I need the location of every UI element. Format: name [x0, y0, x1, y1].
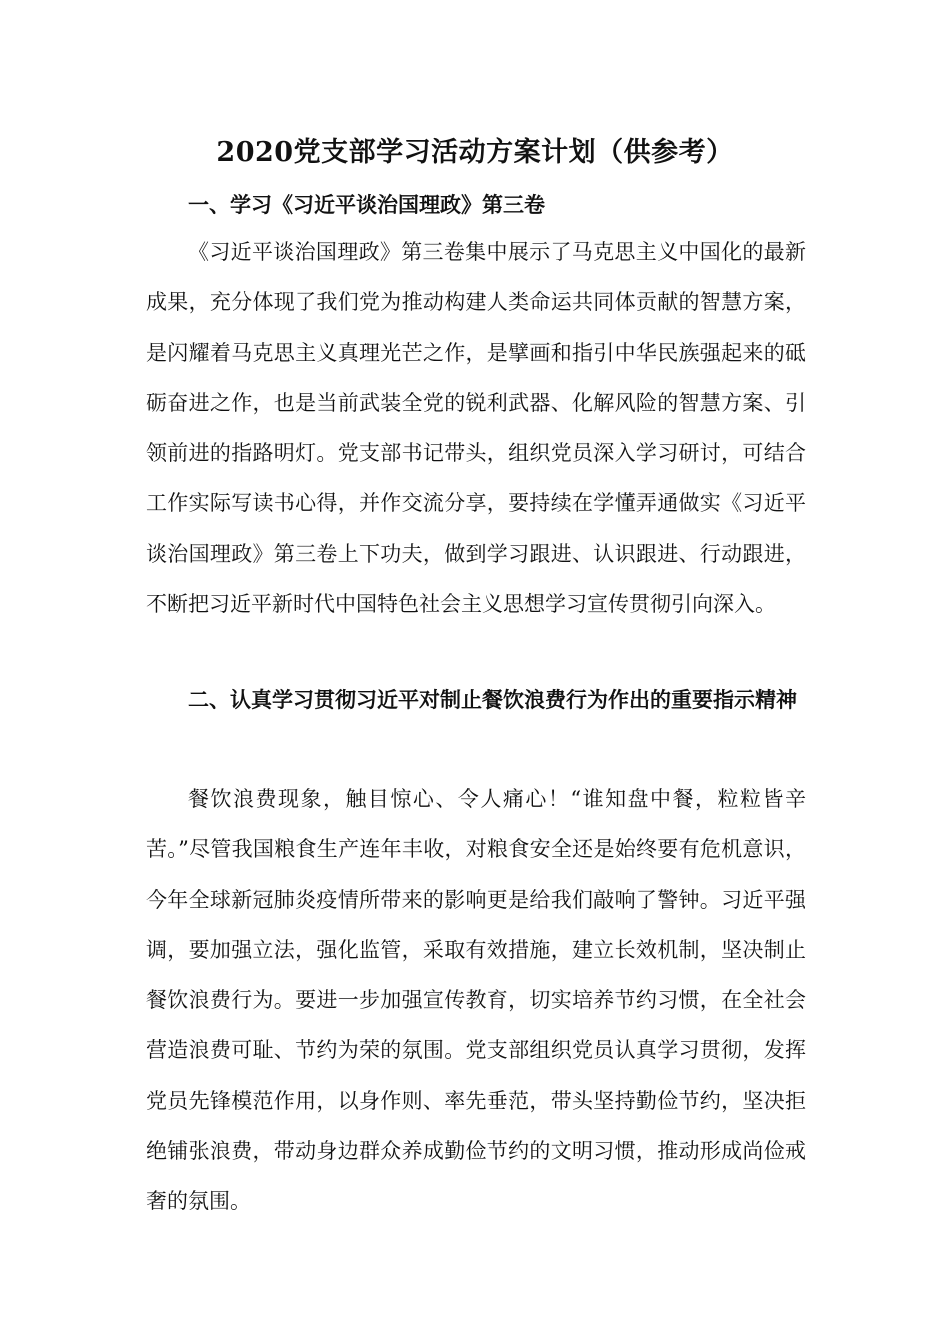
section-2-body: 餐饮浪费现象，触目惊心、令人痛心！“谁知盘中餐，粒粒皆辛苦。”尽管我国粮食生产连年丰收，对粮食安全还是始终要有危机意识，今年全球新冠肺炎疫情所带来的影响更是给我们敲响了警钟。习近平强调，要加强立法，强化监管，采取有效措施，建立长效机制，坚决制止餐饮浪费行为。要进一步加强宣传教育，切实培养节约习惯，在全社会营造浪费可耻、节约为荣的氛围。党支部组织党员认真学习贯彻，发挥党员先锋模范作用，以身作则、率先垂范，带头坚持勤俭节约，坚决拒绝铺张浪费，带动身边群众养成勤俭节约的文明习惯，推动形成尚俭戒奢的氛围。: [146, 787, 806, 1214]
section-1-body: 《习近平谈治国理政》第三卷集中展示了马克思主义中国化的最新成果，充分体现了我们党为推动构建人类命运共同体贡献的智慧方案，是闪耀着马克思主义真理光芒之作，是擘画和指引中华民族强起来的砥砺奋进之作，也是当前武装全党的锐利武器、化解风险的智慧方案、引领前进的指路明灯。党支部书记带头，组织党员深入学习研讨，可结合工作实际写读书心得，并作交流分享，要持续在学懂弄通做实《习近平谈治国理政》第三卷上下功夫，做到学习跟进、认识跟进、行动跟进，不断把习近平新时代中国特色社会主义思想学习宣传贯彻引向深入。: [146, 240, 806, 617]
section-1-heading: 一、学习《习近平谈治国理政》第三卷: [188, 192, 545, 217]
document-title: 2020党支部学习活动方案计划（供参考）: [216, 137, 734, 168]
section-2-heading: 二、认真学习贯彻习近平对制止餐饮浪费行为作出的重要指示精神: [188, 687, 797, 712]
